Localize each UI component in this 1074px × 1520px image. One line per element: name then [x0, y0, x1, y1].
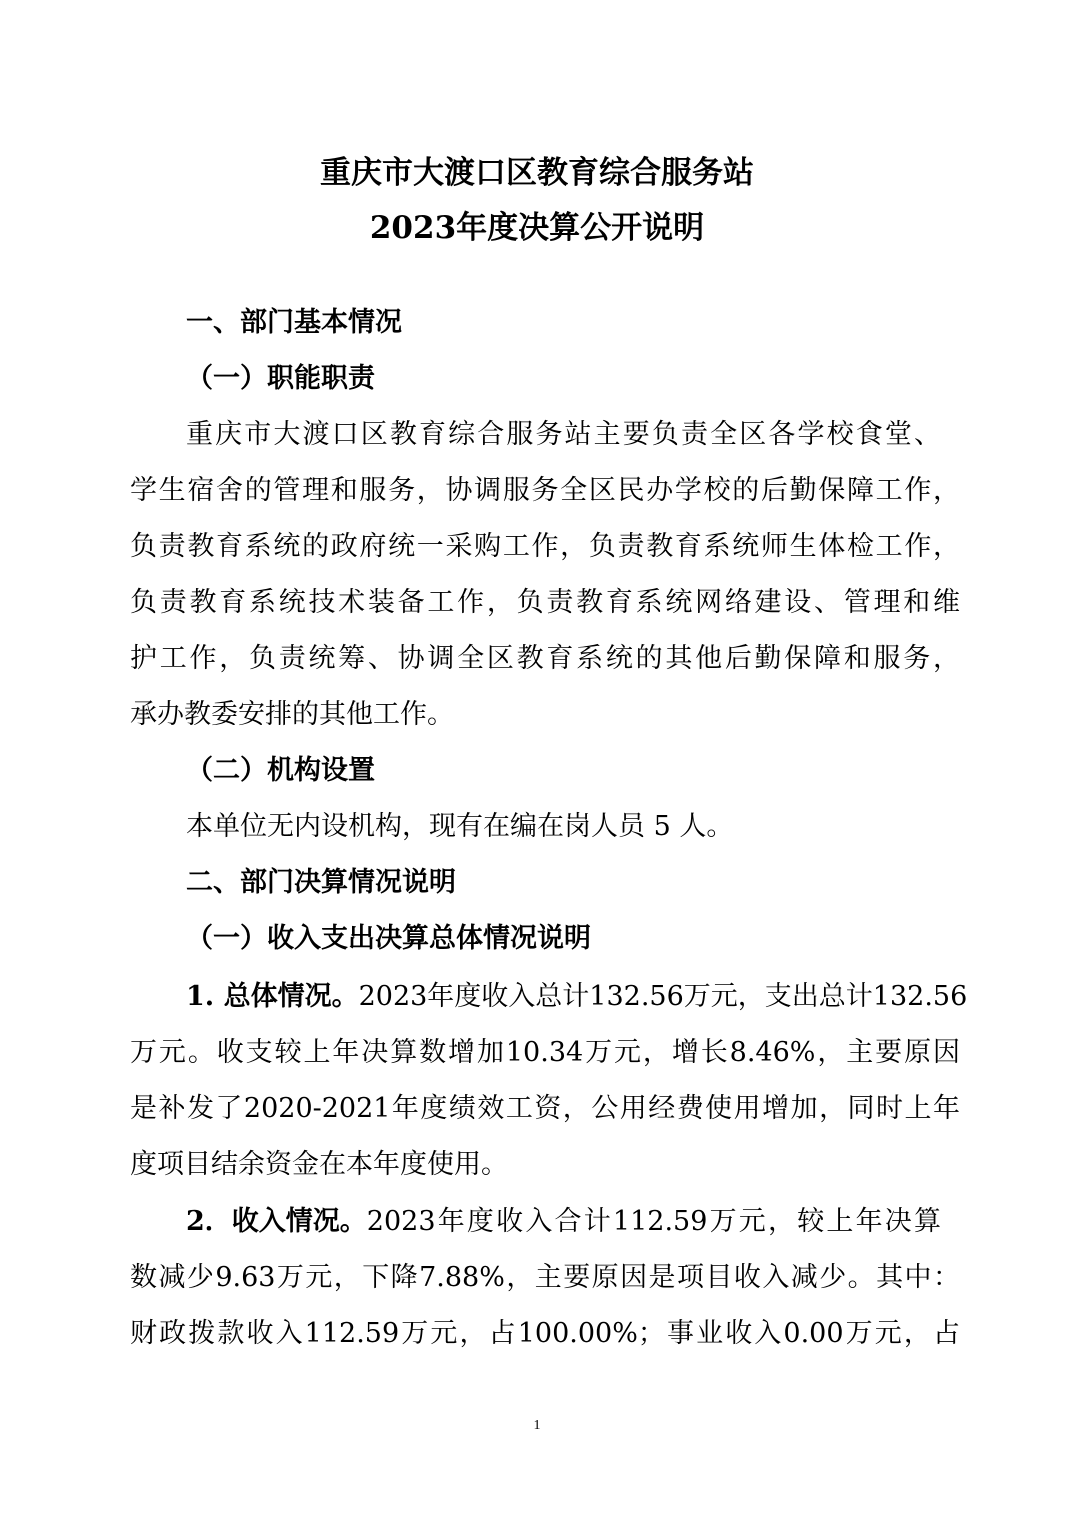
overall-paragraph-line-2: 万元。收支较上年决算数增加10.34万元，增长8.46%，主要原因 — [130, 1037, 960, 1068]
duties-line-3: 负责教育系统的政府统一采购工作，负责教育系统师生体检工作， — [130, 531, 960, 562]
document-title-line2: 2023年度决算公开说明 — [369, 210, 705, 246]
overall-text: 2023年度收入总计132.56万元，支出总计132.56 — [358, 981, 968, 1012]
subsection-heading-duties: （一）职能职责 — [186, 363, 375, 394]
overall-paragraph-line-4: 度项目结余资金在本年度使用。 — [130, 1149, 508, 1180]
income-label: 2．收入情况。 — [186, 1206, 367, 1237]
income-paragraph-line-2: 数减少9.63万元，下降7.88%，主要原因是项目收入减少。其中： — [130, 1262, 960, 1293]
overall-paragraph-line-3: 是补发了2020-2021年度绩效工资，公用经费使用增加，同时上年 — [130, 1093, 960, 1124]
income-paragraph-line-3: 财政拨款收入112.59万元，占100.00%；事业收入0.00万元，占 — [130, 1318, 960, 1349]
page-number: 1 — [533, 1418, 541, 1433]
duties-line-2: 学生宿舍的管理和服务，协调服务全区民办学校的后勤保障工作， — [130, 475, 960, 506]
subsection-heading-overall: （一）收入支出决算总体情况说明 — [186, 923, 591, 954]
organization-text: 本单位无内设机构，现有在编在岗人员 5 人。 — [186, 811, 734, 842]
section-heading-basic-info: 一、部门基本情况 — [186, 307, 402, 338]
income-text: 2023年度收入合计112.59万元，较上年决算 — [366, 1206, 941, 1237]
subsection-heading-organization: （二）机构设置 — [186, 755, 375, 786]
document-title-line1: 重庆市大渡口区教育综合服务站 — [320, 155, 754, 191]
overall-label: 1. 总体情况。 — [186, 981, 359, 1012]
section-heading-final-accounts: 二、部门决算情况说明 — [186, 867, 456, 898]
duties-line-1: 重庆市大渡口区教育综合服务站主要负责全区各学校食堂、 — [186, 419, 941, 450]
duties-line-5: 护工作，负责统筹、协调全区教育系统的其他后勤保障和服务， — [130, 643, 960, 674]
income-paragraph-line-1 — [186, 1208, 941, 1235]
overall-paragraph-line-1 — [186, 981, 968, 1012]
duties-line-6: 承办教委安排的其他工作。 — [130, 699, 454, 730]
duties-line-4: 负责教育系统技术装备工作，负责教育系统网络建设、管理和维 — [130, 587, 960, 618]
